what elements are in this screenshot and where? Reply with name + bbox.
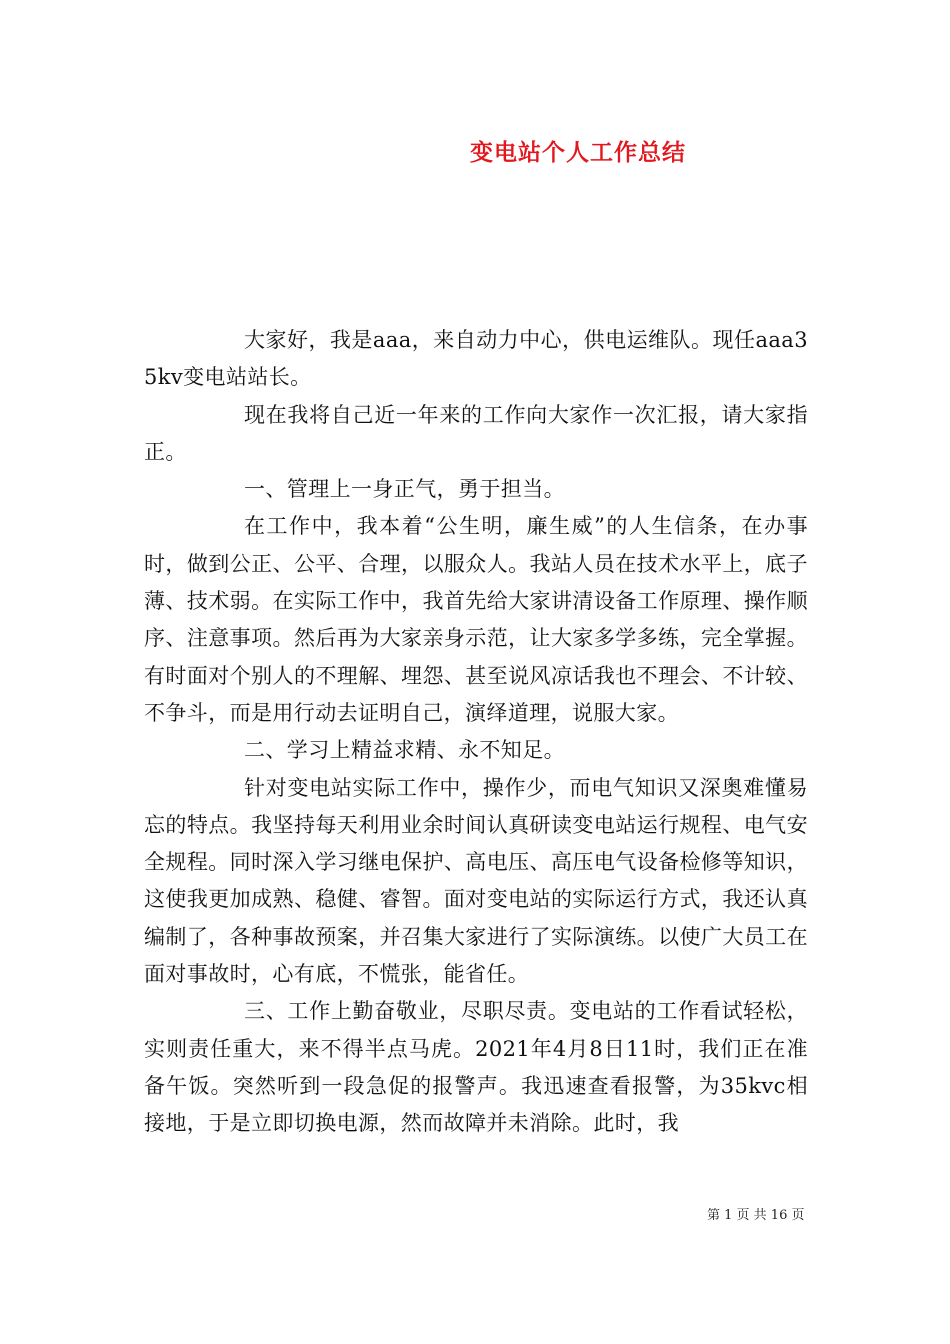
section-heading-study: 二、学习上精益求精、永不知足。	[244, 738, 565, 763]
paragraph-management: 在工作中，我本着“公生明，廉生威”的人生信条，在办事时，做到公正、公平、合理，以服众人。我站人员在技术水平上，底子薄、技术弱。在实际工作中，我首先给大家讲清设备工作原理、操作顺序、注意事项。然后再为大家亲身示范，让大家多学多练，完全掌握。有时面对个别人的不理解、埋怨、甚至说风凉话我也不理会、不计较、不争斗，而是用行动去证明自己，演绎道理，说服大家。	[144, 514, 808, 725]
paragraph-work: 三、工作上勤奋敬业，尽职尽责。变电站的工作看试轻松，实则责任重大，来不得半点马虎。2021年4月8日11时，我们正在准备午饭。突然听到一段急促的报警声。我迅速查看报警，为35kvc相接地，于是立即切换电源，然而故障并未消除。此时，我	[144, 999, 808, 1136]
document-title: 变电站个人工作总结	[470, 140, 686, 166]
document-body	[144, 322, 808, 1143]
paragraph-intro: 大家好，我是aaa，来自动力中心，供电运维队。现任aaa35kv变电站站长。	[144, 328, 808, 390]
section-heading-management: 一、管理上一身正气，勇于担当。	[244, 477, 565, 502]
page-number-footer: 第 1 页 共 16 页	[707, 1208, 805, 1223]
paragraph-study: 针对变电站实际工作中，操作少，而电气知识又深奥难懂易忘的特点。我坚持每天利用业余时间认真研读变电站运行规程、电气安全规程。同时深入学习继电保护、高电压、高压电气设备检修等知识，这使我更加成熟、稳健、睿智。面对变电站的实际运行方式，我还认真编制了，各种事故预案，并召集大家进行了实际演练。以使广大员工在面对事故时，心有底，不慌张，能省任。	[144, 775, 808, 987]
paragraph-report: 现在我将自己近一年来的工作向大家作一次汇报，请大家指正。	[144, 402, 808, 464]
